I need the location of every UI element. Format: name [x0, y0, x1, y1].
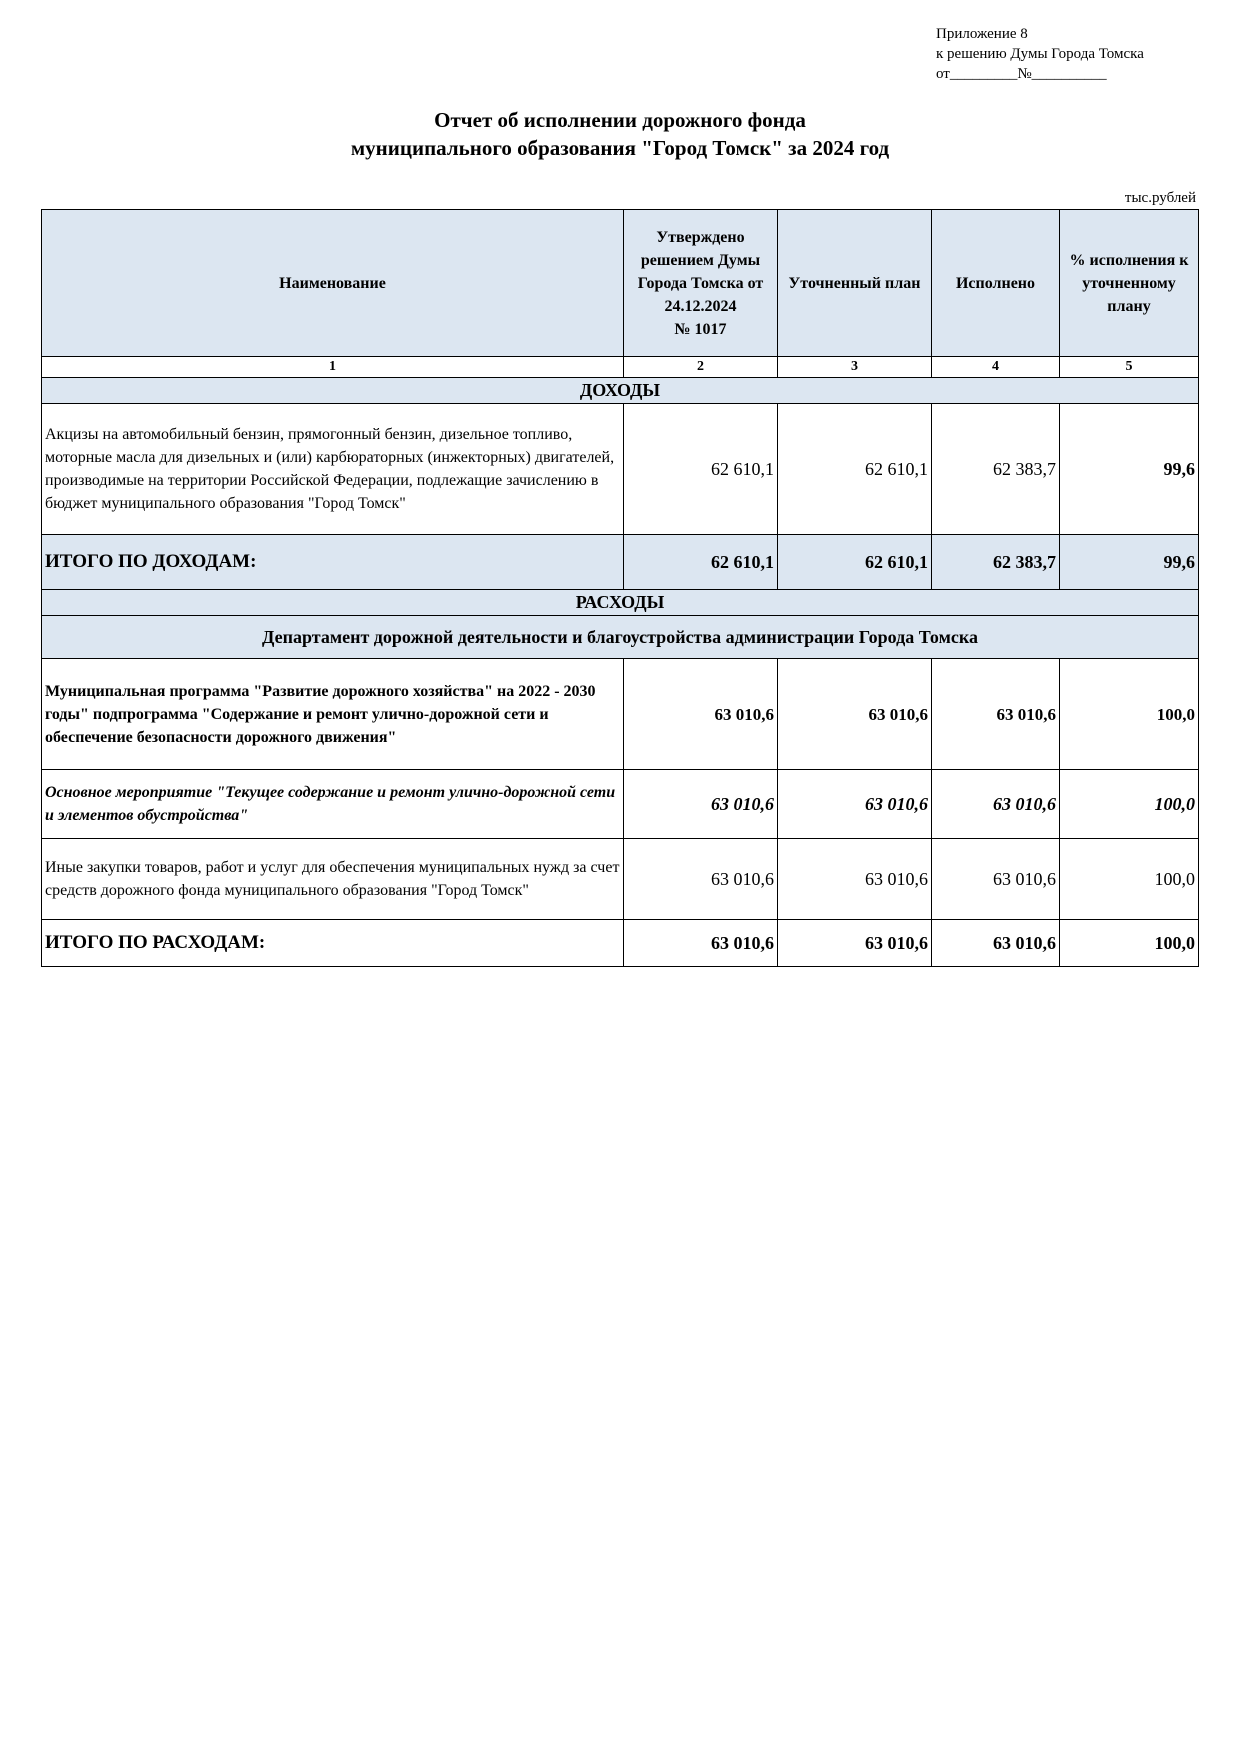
program-name: Муниципальная программа "Развитие дорожного хозяйства" на 2022 - 2030 годы" подпрограмма "Содержание и ремонт улично-дорожной сети и обеспечение безопасности дорожного движения"	[42, 659, 624, 770]
table-row	[42, 839, 1199, 920]
header-approved	[624, 210, 778, 357]
income-total-approved: 62 610,1	[624, 535, 778, 590]
appendix-line-2: к решению Думы Города Томска	[936, 46, 1144, 62]
table-row	[42, 770, 1199, 839]
expense-section-title: РАСХОДЫ	[42, 590, 1199, 616]
appendix-line-3: от_________№__________	[936, 66, 1107, 82]
expense-total-percent: 100,0	[1060, 920, 1199, 967]
expense-section-row	[42, 590, 1199, 616]
col-number-2: 2	[624, 357, 778, 378]
other-purchases-done: 63 010,6	[932, 839, 1060, 920]
col-number-4: 4	[932, 357, 1060, 378]
table-row	[42, 659, 1199, 770]
main-event-plan: 63 010,6	[778, 770, 932, 839]
header-approved-line-4: 24.12.2024	[664, 297, 737, 315]
document-title	[0, 106, 1240, 162]
main-event-done: 63 010,6	[932, 770, 1060, 839]
income-total-label: ИТОГО ПО ДОХОДАМ:	[42, 535, 624, 590]
report-table	[41, 209, 1199, 967]
income-total-percent: 99,6	[1060, 535, 1199, 590]
col-number-5: 5	[1060, 357, 1199, 378]
units-label: тыс.рублей	[1124, 190, 1196, 206]
appendix-note	[936, 24, 1144, 84]
expense-total-done: 63 010,6	[932, 920, 1060, 967]
table-header-row	[42, 210, 1199, 357]
header-approved-line-5: № 1017	[674, 320, 727, 338]
income-section-row	[42, 378, 1199, 404]
header-approved-line-1: Утверждено	[656, 228, 745, 246]
header-done: Исполнено	[932, 210, 1060, 357]
program-done: 63 010,6	[932, 659, 1060, 770]
income-row-done: 62 383,7	[932, 404, 1060, 535]
col-number-3: 3	[778, 357, 932, 378]
main-event-percent: 100,0	[1060, 770, 1199, 839]
title-line-1: Отчет об исполнении дорожного фонда	[434, 108, 806, 132]
appendix-line-1: Приложение 8	[936, 26, 1028, 42]
expense-total-row	[42, 920, 1199, 967]
header-name: Наименование	[42, 210, 624, 357]
income-total-done: 62 383,7	[932, 535, 1060, 590]
income-section-title: ДОХОДЫ	[42, 378, 1199, 404]
expense-total-approved: 63 010,6	[624, 920, 778, 967]
income-row-percent: 99,6	[1060, 404, 1199, 535]
income-row-approved: 62 610,1	[624, 404, 778, 535]
table-row	[42, 404, 1199, 535]
expense-total-plan: 63 010,6	[778, 920, 932, 967]
other-purchases-plan: 63 010,6	[778, 839, 932, 920]
expense-total-label: ИТОГО ПО РАСХОДАМ:	[42, 920, 624, 967]
main-event-approved: 63 010,6	[624, 770, 778, 839]
program-percent: 100,0	[1060, 659, 1199, 770]
other-purchases-approved: 63 010,6	[624, 839, 778, 920]
header-approved-line-3: Города Томска от	[637, 274, 764, 292]
main-event-name: Основное мероприятие "Текущее содержание и ремонт улично-дорожной сети и элементов обустройства"	[42, 770, 624, 839]
header-plan: Уточненный план	[778, 210, 932, 357]
header-approved-line-2: решением Думы	[640, 251, 761, 269]
other-purchases-name: Иные закупки товаров, работ и услуг для обеспечения муниципальных нужд за счет средств дорожного фонда муниципального образования "Город Томск"	[42, 839, 624, 920]
income-row-name: Акцизы на автомобильный бензин, прямогонный бензин, дизельное топливо, моторные масла для дизельных и (или) карбюраторных (инжекторных) двигателей, производимые на территории Российской Федерации, подлежащие зачислению в бюджет муниципального образования "Город Томск"	[42, 404, 624, 535]
income-total-row	[42, 535, 1199, 590]
program-approved: 63 010,6	[624, 659, 778, 770]
department-title: Департамент дорожной деятельности и благоустройства администрации Города Томска	[42, 616, 1199, 659]
program-plan: 63 010,6	[778, 659, 932, 770]
header-percent: % исполнения к уточненному плану	[1060, 210, 1199, 357]
col-number-1: 1	[42, 357, 624, 378]
title-line-2: муниципального образования "Город Томск" за 2024 год	[350, 136, 890, 160]
column-number-row	[42, 357, 1199, 378]
other-purchases-percent: 100,0	[1060, 839, 1199, 920]
income-total-plan: 62 610,1	[778, 535, 932, 590]
department-row	[42, 616, 1199, 659]
income-row-plan: 62 610,1	[778, 404, 932, 535]
